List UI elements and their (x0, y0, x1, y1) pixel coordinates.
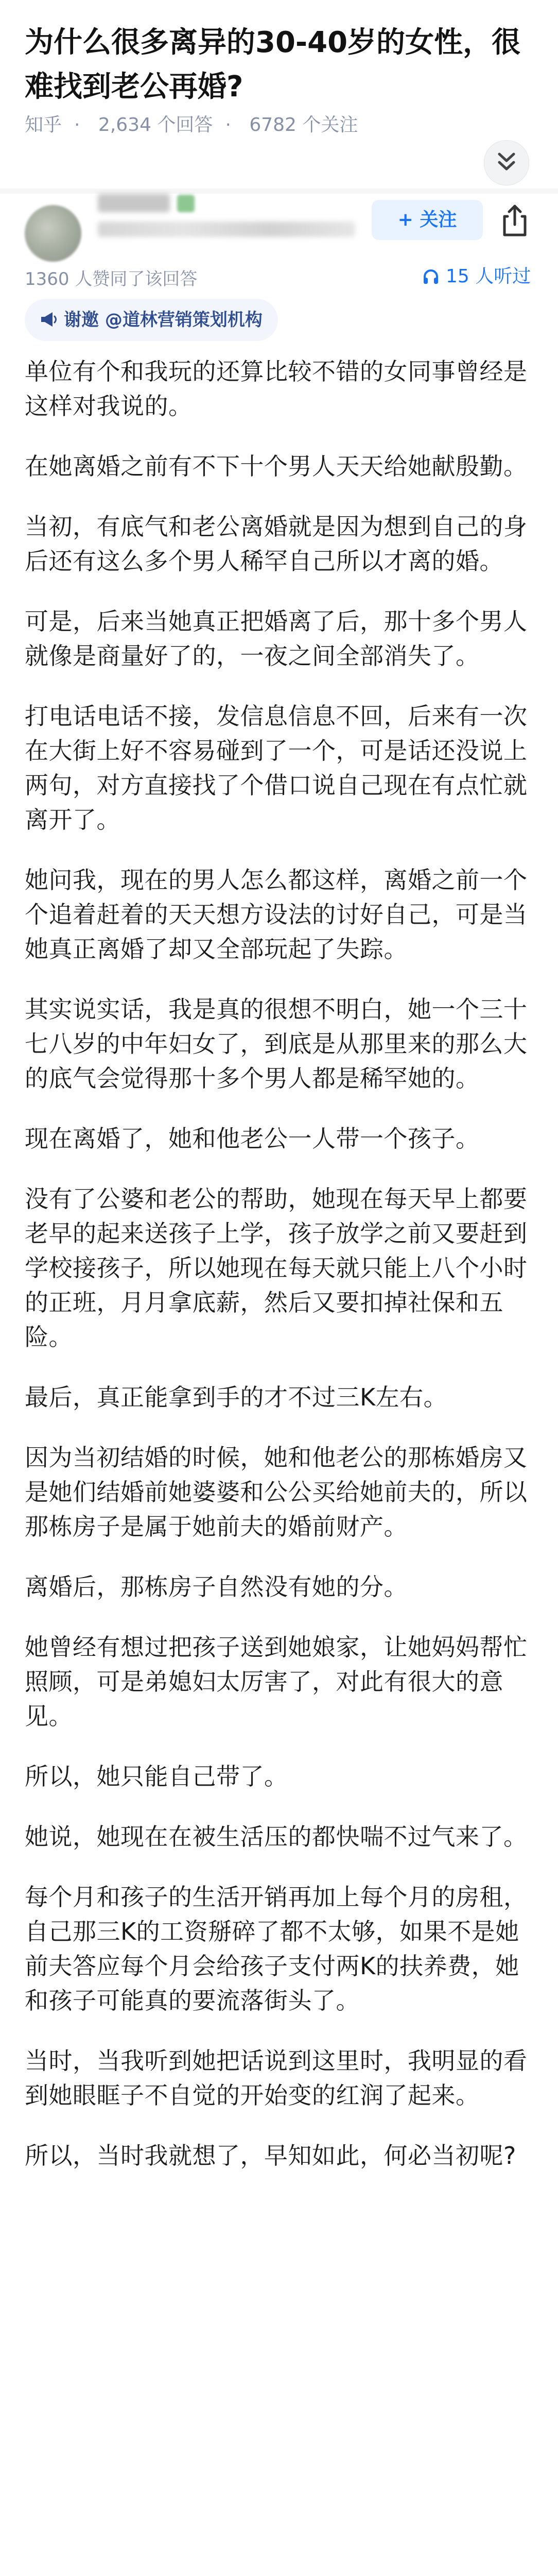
answer-paragraph: 打电话电话不接，发信息信息不回，后来有一次在大街上好不容易碰到了一个，可是话还没说上两句，对方直接找了个借口说自己现在有点忙就离开了。 (25, 702, 528, 834)
answer-paragraph: 她曾经有想过把孩子送到她娘家，让她妈妈帮忙照顾，可是弟媳妇太厉害了，对此有很大的意见。 (25, 1633, 528, 1730)
answer-paragraph: 每个月和孩子的生活开销再加上每个月的房租，自己那三K的工资掰碎了都不太够，如果不是她前夫答应每个月会给孩子支付两K的扶养费，她和孩子可能真的要流落街头了。 (25, 1883, 528, 2014)
invite-tag[interactable] (25, 299, 278, 341)
answer-paragraph: 所以，她只能自己带了。 (25, 1762, 288, 1790)
meta-separator: · (74, 114, 80, 135)
answer-paragraph: 离婚后，那栋房子自然没有她的分。 (25, 1573, 408, 1601)
question-meta (25, 110, 370, 137)
answer-paragraph: 所以，当时我就想了，早知如此，何必当初呢? (25, 2142, 516, 2170)
author-name-blurred[interactable] (98, 194, 170, 212)
share-icon[interactable] (495, 201, 534, 240)
section-divider (0, 189, 558, 194)
invite-label: 谢邀 @道林营销策划机构 (64, 310, 263, 330)
answer-paragraph: 其实说实话，我是真的很想不明白，她一个三十七八岁的中年妇女了，到底是从那里来的那么大的底气会觉得那十多个男人都是稀罕她的。 (25, 995, 528, 1092)
source-label[interactable]: 知乎 (25, 114, 62, 135)
answer-paragraph: 单位有个和我玩的还算比较不错的女同事曾经是这样对我说的。 (25, 358, 528, 420)
meta-separator: · (225, 114, 231, 135)
answer-paragraph: 当初，有底气和老公离婚就是因为想到自己的身后还有这么多个男人稀罕自己所以才离的婚。 (25, 513, 528, 575)
answer-content (25, 354, 534, 2199)
answer-paragraph: 她问我，现在的男人怎么都这样，离婚之前一个个追着赶着的天天想方设法的讨好自己，可是当她真正离婚了却又全部玩起了失踪。 (25, 866, 528, 963)
answer-paragraph: 可是，后来当她真正把婚离了后，那十多个男人就像是商量好了的，一夜之间全部消失了。 (25, 607, 528, 670)
collapse-button[interactable] (484, 140, 529, 185)
chevron-double-down-icon (496, 151, 517, 174)
answer-paragraph: 她说，她现在在被生活压的都快喘不过气来了。 (25, 1823, 528, 1851)
listen-button[interactable] (422, 262, 531, 288)
follow-button[interactable]: + 关注 (372, 200, 483, 240)
follower-count: 6782 个关注 (249, 114, 358, 135)
answer-count[interactable]: 2,634 个回答 (98, 114, 213, 135)
answer-paragraph: 最后，真正能拿到手的才不过三K左右。 (25, 1383, 448, 1411)
headphones-icon (422, 268, 440, 285)
answer-paragraph: 在她离婚之前有不下十个男人天天给她献殷勤。 (25, 452, 528, 480)
author-avatar[interactable] (25, 205, 81, 262)
answer-paragraph: 当时，当我听到她把话说到这里时，我明显的看到她眼眶子不自觉的开始变的红润了起来。 (25, 2047, 528, 2109)
author-bio-blurred (98, 222, 355, 237)
answer-paragraph: 现在离婚了，她和他老公一人带一个孩子。 (25, 1125, 480, 1153)
answer-paragraph: 因为当初结婚的时候，她和他老公的那栋婚房又是她们结婚前她婆婆和公公买给她前夫的，所以那栋房子是属于她前夫的婚前财产。 (25, 1444, 528, 1540)
author-badge-blurred (177, 195, 195, 212)
upvote-count: 1360 人赞同了该回答 (25, 269, 198, 290)
answer-paragraph: 没有了公婆和老公的帮助，她现在每天早上都要老早的起来送孩子上学，孩子放学之前又要赶到学校接孩子，所以她现在每天就只能上八个小时的正班，月月拿底薪，然后又要扣掉社保和五险。 (25, 1185, 528, 1351)
listener-count: 15 人听过 (446, 266, 531, 287)
megaphone-icon (38, 309, 59, 330)
question-title[interactable]: 为什么很多离异的30-40岁的女性，很难找到老公再婚? (25, 26, 521, 104)
